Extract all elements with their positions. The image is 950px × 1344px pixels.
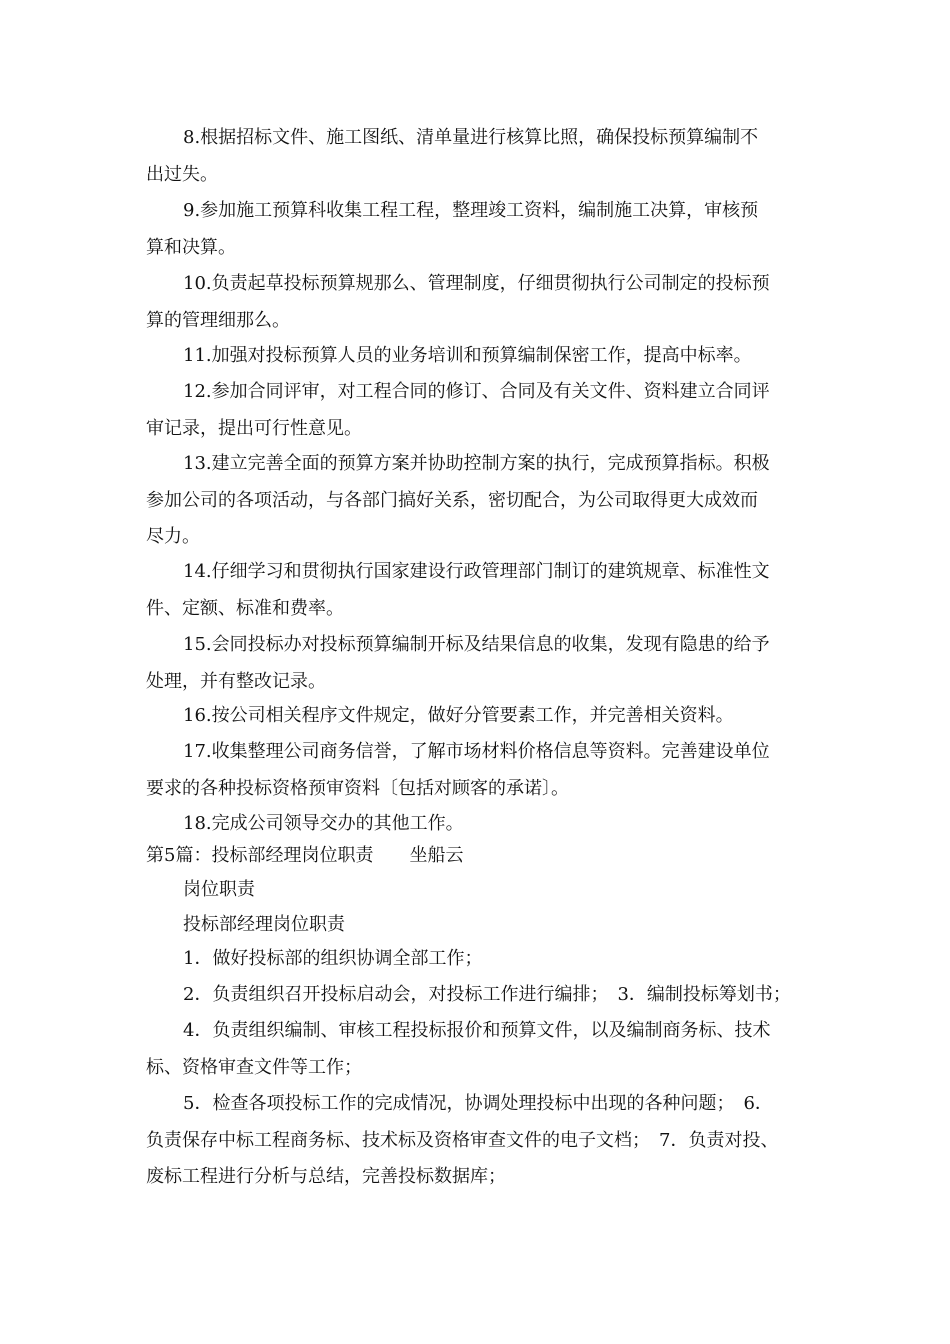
paragraph-item-17 (146, 734, 806, 807)
section-subheading (146, 872, 806, 909)
text-line: 14.仔细学习和贯彻执行国家建设行政管理部门制订的建筑规章、标准性文 (183, 561, 770, 582)
paragraph-item-14 (146, 554, 806, 627)
paragraph-item-11 (146, 338, 806, 375)
duty-item-5 (146, 1086, 806, 1196)
paragraph-item-13 (146, 446, 806, 556)
paragraph-item-15 (146, 627, 806, 700)
paragraph-item-12 (146, 374, 806, 447)
text-line: 第5篇：投标部经理岗位职责 坐船云 (146, 845, 464, 866)
text-line: 负责保存中标工程商务标、技术标及资格审查文件的电子文档； 7．负责对投、 (146, 1129, 779, 1151)
text-line: 18.完成公司领导交办的其他工作。 (183, 813, 464, 834)
paragraph-item-9 (146, 193, 806, 266)
duty-item-1 (146, 941, 806, 978)
duty-title (146, 907, 806, 944)
text-line: 要求的各种投标资格预审资料〔包括对顾客的承诺〕。 (146, 777, 569, 799)
text-line: 2．负责组织召开投标启动会，对投标工作进行编排； 3．编制投标筹划书； (183, 984, 791, 1005)
text-line: 4．负责组织编制、审核工程投标报价和预算文件，以及编制商务标、技术 (183, 1020, 771, 1041)
text-line: 13.建立完善全面的预算方案并协助控制方案的执行，完成预算指标。积极 (183, 453, 770, 474)
text-line: 废标工程进行分析与总结，完善投标数据库； (146, 1166, 506, 1187)
text-line: 8.根据招标文件、施工图纸、清单量进行核算比照，确保投标预算编制不 (183, 127, 759, 148)
text-line: 16.按公司相关程序文件规定，做好分管要素工作，并完善相关资料。 (183, 705, 734, 726)
text-line: 17.收集整理公司商务信誉，了解市场材料价格信息等资料。完善建设单位 (183, 741, 770, 762)
text-line: 件、定额、标准和费率。 (146, 597, 344, 619)
text-line: 算的管理细那么。 (146, 309, 290, 331)
text-line: 出过失。 (146, 163, 218, 185)
text-line: 10.负责起草投标预算规那么、管理制度，仔细贯彻执行公司制定的投标预 (183, 273, 770, 294)
section-heading (146, 838, 806, 875)
text-line: 1．做好投标部的组织协调全部工作； (183, 948, 483, 969)
text-line: 审记录，提出可行性意见。 (146, 417, 362, 439)
text-line: 11.加强对投标预算人员的业务培训和预算编制保密工作，提高中标率。 (183, 345, 752, 366)
paragraph-item-10 (146, 266, 806, 339)
text-line: 9.参加施工预算科收集工程工程，整理竣工资料，编制施工决算，审核预 (183, 200, 759, 221)
text-line: 尽力。 (146, 526, 200, 547)
paragraph-item-8 (146, 120, 806, 193)
text-line: 岗位职责 (183, 879, 255, 900)
text-line: 参加公司的各项活动，与各部门搞好关系，密切配合，为公司取得更大成效而 (146, 489, 758, 511)
text-line: 投标部经理岗位职责 (183, 914, 345, 935)
duty-item-2 (146, 977, 806, 1014)
text-line: 处理，并有整改记录。 (146, 670, 326, 692)
text-line: 12.参加合同评审，对工程合同的修订、合同及有关文件、资料建立合同评 (183, 381, 770, 402)
text-line: 算和决算。 (146, 236, 236, 258)
text-line: 15.会同投标办对投标预算编制开标及结果信息的收集，发现有隐患的给予 (183, 634, 770, 655)
text-line: 标、资格审查文件等工作； (146, 1056, 362, 1078)
duty-item-4 (146, 1013, 806, 1086)
paragraph-item-16 (146, 698, 806, 735)
text-line: 5．检查各项投标工作的完成情况，协调处理投标中出现的各种问题； 6． (183, 1093, 773, 1114)
